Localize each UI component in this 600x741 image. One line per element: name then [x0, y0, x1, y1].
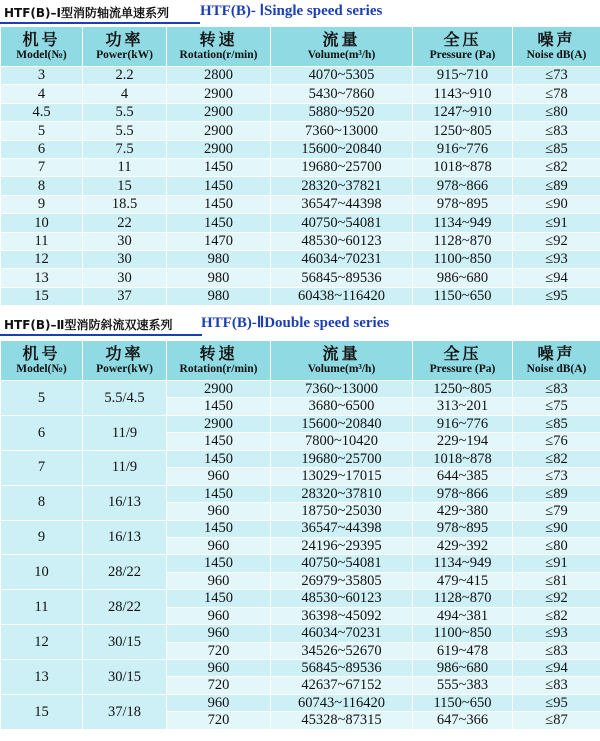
- cell-noise: ≤92: [513, 590, 600, 607]
- cell-noise: ≤90: [513, 520, 600, 537]
- table-row: [1, 555, 600, 572]
- cell-rotation: 1450: [167, 485, 271, 502]
- cell-model: 5: [1, 381, 83, 416]
- cell-rotation: 960: [167, 572, 271, 589]
- cell-model: 4: [1, 85, 83, 103]
- cell-volume: 13029~17015: [271, 468, 413, 485]
- cell-model: 9: [1, 520, 83, 555]
- cell-rotation: 1450: [167, 450, 271, 467]
- cell-noise: ≤81: [513, 572, 600, 589]
- header-volume: 流量 Volume(m³/h): [271, 341, 413, 381]
- cell-rotation: 2900: [167, 85, 271, 103]
- cell-volume: 3680~6500: [271, 398, 413, 415]
- cell-rotation: 960: [167, 660, 271, 677]
- cell-pressure: 229~194: [413, 433, 513, 450]
- cell-pressure: 429~380: [413, 503, 513, 520]
- cell-noise: ≤91: [513, 555, 600, 572]
- cell-volume: 24196~29395: [271, 537, 413, 554]
- cell-pressure: 978~895: [413, 195, 513, 213]
- table-row: [1, 67, 600, 85]
- table-row: [1, 158, 600, 176]
- cell-rotation: 960: [167, 694, 271, 711]
- cell-volume: 7360~13000: [271, 122, 413, 140]
- single-speed-title-cn: HTF(B)–Ⅰ型消防轴流单速系列: [4, 6, 170, 20]
- cell-pressure: 1134~949: [413, 555, 513, 572]
- cell-noise: ≤85: [513, 415, 600, 432]
- cell-power: 18.5: [83, 195, 167, 213]
- cell-rotation: 1450: [167, 555, 271, 572]
- cell-rotation: 1450: [167, 398, 271, 415]
- cell-noise: ≤89: [513, 485, 600, 502]
- cell-volume: 5430~7860: [271, 85, 413, 103]
- table-row: [1, 214, 600, 232]
- cell-pressure: 1018~878: [413, 450, 513, 467]
- cell-pressure: 1018~878: [413, 158, 513, 176]
- single-speed-table: [0, 26, 600, 306]
- table-row: [1, 250, 600, 268]
- header-model: 机号 Model(№): [1, 341, 83, 381]
- cell-pressure: 916~776: [413, 415, 513, 432]
- cell-rotation: 1450: [167, 177, 271, 195]
- table-row: [1, 287, 600, 305]
- cell-pressure: 555~383: [413, 677, 513, 694]
- cell-power: 30: [83, 232, 167, 250]
- cell-power: 30/15: [83, 660, 167, 695]
- header-noise: 噪声 Noise dB(A): [513, 27, 600, 67]
- cell-noise: ≤92: [513, 232, 600, 250]
- cell-model: 9: [1, 195, 83, 213]
- cell-noise: ≤94: [513, 269, 600, 287]
- table-row: [1, 520, 600, 537]
- cell-rotation: 720: [167, 642, 271, 659]
- cell-model: 8: [1, 485, 83, 520]
- cell-model: 12: [1, 250, 83, 268]
- cell-rotation: 980: [167, 269, 271, 287]
- table-row: [1, 232, 600, 250]
- cell-power: 15: [83, 177, 167, 195]
- cell-volume: 60438~116420: [271, 287, 413, 305]
- cell-noise: ≤83: [513, 381, 600, 398]
- header-power: 功率 Power(kW): [83, 341, 167, 381]
- cell-volume: 15600~20840: [271, 415, 413, 432]
- cell-noise: ≤79: [513, 503, 600, 520]
- cell-rotation: 1450: [167, 158, 271, 176]
- cell-noise: ≤87: [513, 712, 600, 729]
- double-speed-title-en: HTF(B)-ⅡDouble speed series: [201, 315, 390, 331]
- cell-volume: 28320~37821: [271, 177, 413, 195]
- cell-power: 11/9: [83, 415, 167, 450]
- cell-noise: ≤82: [513, 450, 600, 467]
- cell-power: 28/22: [83, 590, 167, 625]
- cell-rotation: 960: [167, 468, 271, 485]
- cell-rotation: 980: [167, 287, 271, 305]
- cell-model: 6: [1, 415, 83, 450]
- cell-volume: 42637~67152: [271, 677, 413, 694]
- cell-rotation: 2900: [167, 415, 271, 432]
- cell-power: 11/9: [83, 450, 167, 485]
- cell-pressure: 1100~850: [413, 250, 513, 268]
- table-row: [1, 694, 600, 711]
- single-speed-title-en: HTF(B)- ⅠSingle speed series: [200, 3, 383, 19]
- cell-model: 7: [1, 158, 83, 176]
- cell-noise: ≤83: [513, 122, 600, 140]
- table-row: [1, 590, 600, 607]
- cell-volume: 45328~87315: [271, 712, 413, 729]
- cell-rotation: 960: [167, 537, 271, 554]
- cell-noise: ≤80: [513, 537, 600, 554]
- cell-noise: ≤89: [513, 177, 600, 195]
- cell-volume: 48530~60123: [271, 590, 413, 607]
- cell-power: 28/22: [83, 555, 167, 590]
- cell-pressure: 915~710: [413, 67, 513, 85]
- cell-pressure: 1143~910: [413, 85, 513, 103]
- cell-noise: ≤83: [513, 677, 600, 694]
- cell-volume: 40750~54081: [271, 214, 413, 232]
- double-speed-series-header: [0, 312, 600, 336]
- cell-model: 15: [1, 287, 83, 305]
- cell-power: 30: [83, 250, 167, 268]
- cell-pressure: 1100~850: [413, 625, 513, 642]
- cell-noise: ≤94: [513, 660, 600, 677]
- table-row: [1, 381, 600, 398]
- cell-volume: 36398~45092: [271, 607, 413, 624]
- cell-power: 5.5: [83, 122, 167, 140]
- cell-pressure: 978~866: [413, 177, 513, 195]
- cell-pressure: 644~385: [413, 468, 513, 485]
- cell-volume: 46034~70231: [271, 625, 413, 642]
- cell-rotation: 2900: [167, 103, 271, 121]
- cell-power: 37: [83, 287, 167, 305]
- cell-model: 3: [1, 67, 83, 85]
- cell-pressure: 1128~870: [413, 590, 513, 607]
- table-row: [1, 85, 600, 103]
- cell-model: 10: [1, 214, 83, 232]
- cell-model: 15: [1, 694, 83, 729]
- cell-volume: 36547~44398: [271, 195, 413, 213]
- cell-model: 6: [1, 140, 83, 158]
- cell-volume: 15600~20840: [271, 140, 413, 158]
- cell-noise: ≤93: [513, 250, 600, 268]
- cell-volume: 56845~89536: [271, 660, 413, 677]
- cell-model: 12: [1, 625, 83, 660]
- cell-rotation: 1470: [167, 232, 271, 250]
- cell-power: 7.5: [83, 140, 167, 158]
- cell-rotation: 2800: [167, 67, 271, 85]
- cell-volume: 48530~60123: [271, 232, 413, 250]
- cell-noise: ≤82: [513, 607, 600, 624]
- cell-model: 13: [1, 660, 83, 695]
- cell-volume: 26979~35805: [271, 572, 413, 589]
- cell-volume: 18750~25030: [271, 503, 413, 520]
- cell-pressure: 1250~805: [413, 122, 513, 140]
- cell-pressure: 619~478: [413, 642, 513, 659]
- title-underline: [0, 22, 200, 24]
- cell-noise: ≤73: [513, 468, 600, 485]
- cell-volume: 7800~10420: [271, 433, 413, 450]
- cell-pressure: 1247~910: [413, 103, 513, 121]
- cell-pressure: 1134~949: [413, 214, 513, 232]
- cell-rotation: 2900: [167, 140, 271, 158]
- cell-rotation: 2900: [167, 381, 271, 398]
- cell-pressure: 916~776: [413, 140, 513, 158]
- cell-rotation: 960: [167, 607, 271, 624]
- table-row: [1, 177, 600, 195]
- header-rotation: 转速 Rotation(r/min): [167, 341, 271, 381]
- cell-power: 2.2: [83, 67, 167, 85]
- cell-power: 22: [83, 214, 167, 232]
- cell-model: 11: [1, 590, 83, 625]
- table-row: [1, 485, 600, 502]
- cell-power: 37/18: [83, 694, 167, 729]
- cell-rotation: 980: [167, 250, 271, 268]
- cell-noise: ≤73: [513, 67, 600, 85]
- cell-pressure: 978~895: [413, 520, 513, 537]
- cell-noise: ≤93: [513, 625, 600, 642]
- cell-noise: ≤83: [513, 642, 600, 659]
- cell-volume: 46034~70231: [271, 250, 413, 268]
- cell-rotation: 960: [167, 625, 271, 642]
- cell-pressure: 494~381: [413, 607, 513, 624]
- cell-rotation: 960: [167, 503, 271, 520]
- cell-volume: 4070~5305: [271, 67, 413, 85]
- header-volume: 流量 Volume(m³/h): [271, 27, 413, 67]
- cell-pressure: 647~366: [413, 712, 513, 729]
- cell-volume: 7360~13000: [271, 381, 413, 398]
- cell-model: 4.5: [1, 103, 83, 121]
- cell-power: 5.5/4.5: [83, 381, 167, 416]
- cell-noise: ≤82: [513, 158, 600, 176]
- cell-noise: ≤76: [513, 433, 600, 450]
- cell-pressure: 986~680: [413, 660, 513, 677]
- cell-rotation: 1450: [167, 195, 271, 213]
- table-row: [1, 140, 600, 158]
- cell-model: 7: [1, 450, 83, 485]
- table-row: [1, 122, 600, 140]
- table-row: [1, 450, 600, 467]
- cell-volume: 5880~9520: [271, 103, 413, 121]
- cell-pressure: 1150~650: [413, 694, 513, 711]
- table-row: [1, 415, 600, 432]
- single-speed-series-header: [0, 0, 600, 24]
- table-header-row: [1, 341, 600, 381]
- cell-volume: 34526~52670: [271, 642, 413, 659]
- double-speed-title-cn: HTF(B)–Ⅱ型消防斜流双速系列: [4, 318, 173, 332]
- header-rotation: 转速 Rotation(r/min): [167, 27, 271, 67]
- double-speed-table: [0, 340, 600, 730]
- cell-power: 5.5: [83, 103, 167, 121]
- cell-rotation: 1450: [167, 214, 271, 232]
- cell-rotation: 2900: [167, 122, 271, 140]
- cell-pressure: 1150~650: [413, 287, 513, 305]
- header-pressure: 全压 Pressure (Pa): [413, 341, 513, 381]
- cell-pressure: 1250~805: [413, 381, 513, 398]
- cell-volume: 28320~37810: [271, 485, 413, 502]
- cell-model: 10: [1, 555, 83, 590]
- cell-volume: 56845~89536: [271, 269, 413, 287]
- cell-power: 11: [83, 158, 167, 176]
- title-underline: [0, 334, 202, 336]
- cell-rotation: 720: [167, 712, 271, 729]
- cell-rotation: 720: [167, 677, 271, 694]
- table-row: [1, 269, 600, 287]
- cell-rotation: 1450: [167, 520, 271, 537]
- cell-noise: ≤85: [513, 140, 600, 158]
- cell-volume: 60743~116420: [271, 694, 413, 711]
- cell-power: 30: [83, 269, 167, 287]
- cell-noise: ≤95: [513, 287, 600, 305]
- cell-power: 30/15: [83, 625, 167, 660]
- header-noise: 噪声 Noise dB(A): [513, 341, 600, 381]
- table-header-row: [1, 27, 600, 67]
- cell-pressure: 1128~870: [413, 232, 513, 250]
- cell-noise: ≤80: [513, 103, 600, 121]
- cell-pressure: 313~201: [413, 398, 513, 415]
- table-row: [1, 625, 600, 642]
- cell-rotation: 1450: [167, 590, 271, 607]
- table-row: [1, 195, 600, 213]
- cell-pressure: 978~866: [413, 485, 513, 502]
- cell-pressure: 429~392: [413, 537, 513, 554]
- cell-pressure: 986~680: [413, 269, 513, 287]
- cell-model: 13: [1, 269, 83, 287]
- cell-noise: ≤75: [513, 398, 600, 415]
- cell-noise: ≤95: [513, 694, 600, 711]
- header-model: 机号 Model(№): [1, 27, 83, 67]
- cell-volume: 19680~25700: [271, 158, 413, 176]
- table-row: [1, 103, 600, 121]
- cell-power: 16/13: [83, 520, 167, 555]
- cell-model: 8: [1, 177, 83, 195]
- cell-pressure: 479~415: [413, 572, 513, 589]
- cell-model: 11: [1, 232, 83, 250]
- cell-volume: 40750~54081: [271, 555, 413, 572]
- cell-rotation: 1450: [167, 433, 271, 450]
- cell-noise: ≤78: [513, 85, 600, 103]
- cell-volume: 36547~44398: [271, 520, 413, 537]
- table-row: [1, 660, 600, 677]
- cell-noise: ≤90: [513, 195, 600, 213]
- cell-noise: ≤91: [513, 214, 600, 232]
- cell-power: 4: [83, 85, 167, 103]
- cell-volume: 19680~25700: [271, 450, 413, 467]
- cell-power: 16/13: [83, 485, 167, 520]
- cell-model: 5: [1, 122, 83, 140]
- header-pressure: 全压 Pressure (Pa): [413, 27, 513, 67]
- header-power: 功率 Power(kW): [83, 27, 167, 67]
